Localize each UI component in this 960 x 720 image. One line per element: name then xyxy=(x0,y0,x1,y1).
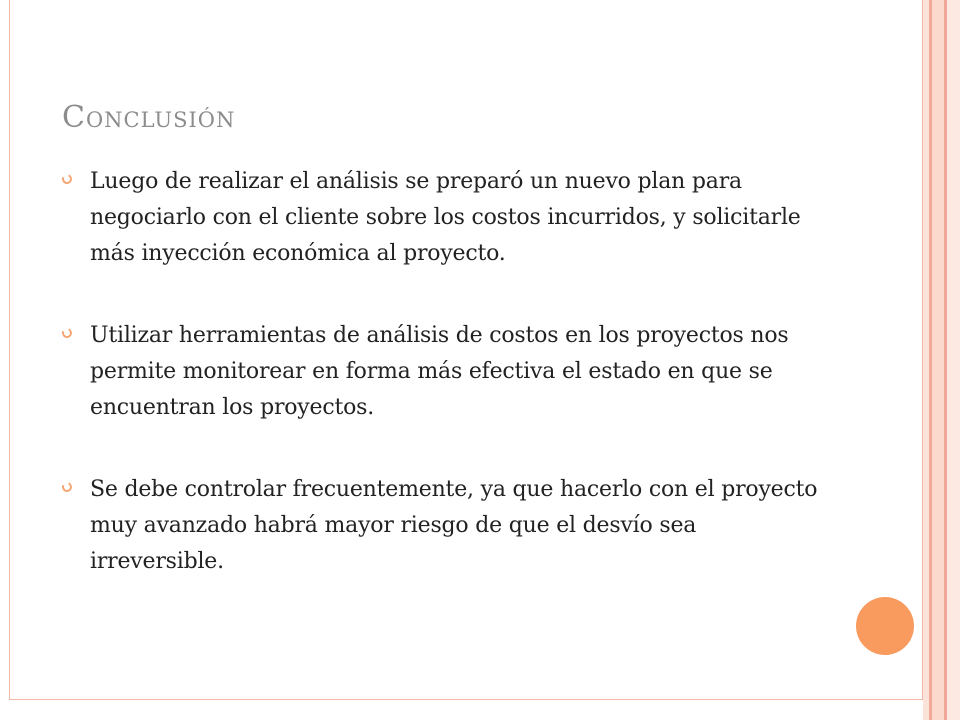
decorative-stripe xyxy=(947,0,960,720)
bullet-item xyxy=(62,472,832,580)
bullet-text: Luego de realizar el análisis se preparó un nuevo plan para negociarlo con el cliente sobre los costos incurridos, y solicitarle más inyección económica al proyecto. xyxy=(90,169,801,266)
decorative-stripe xyxy=(932,0,944,720)
bullet-text: Se debe controlar frecuentemente, ya que hacerlo con el proyecto muy avanzado habrá mayor riesgo de que el desvío sea irreversible. xyxy=(90,477,818,574)
bullet-item xyxy=(62,318,832,426)
bullet-list xyxy=(62,164,832,626)
orange-circle-decoration xyxy=(856,597,914,655)
bullet-text: Utilizar herramientas de análisis de costos en los proyectos nos permite monitorear en forma más efectiva el estado en que se encuentran los proyectos. xyxy=(90,323,789,420)
bullet-item xyxy=(62,164,832,272)
slide-title: Conclusión xyxy=(62,100,236,135)
bullet-circle-icon xyxy=(61,327,74,340)
bullet-circle-icon xyxy=(61,481,74,494)
bullet-circle-icon xyxy=(61,173,74,186)
